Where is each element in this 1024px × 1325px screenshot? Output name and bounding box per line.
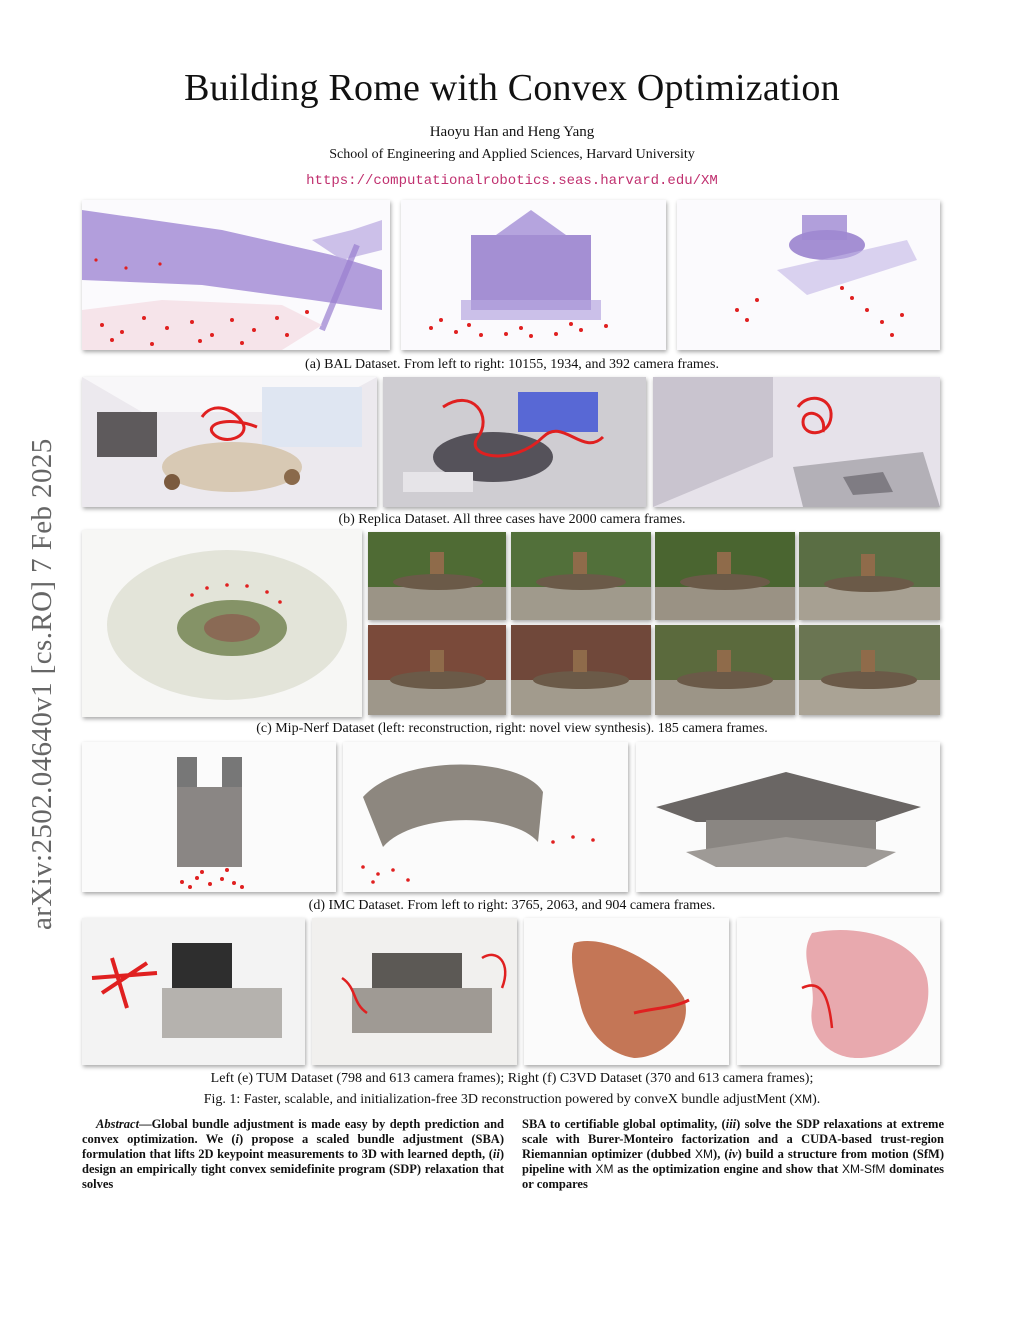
caption-b: (b) Replica Dataset. All three cases have 2000 camera frames.	[338, 512, 686, 527]
abstract-enum: iv	[728, 1147, 738, 1161]
paper-title: Building Rome with Convex Optimization	[184, 67, 840, 109]
abstract-text: as the optimization engine and show that	[613, 1162, 843, 1176]
affiliation: School of Engineering and Applied Sciences, Harvard University	[329, 147, 695, 162]
c3vd-image-1	[524, 918, 729, 1065]
abstract-text: ) solve the SDP relaxations at extreme scale with Burer-Monteiro factorization and a CUDA-based trust-region Riemannian optimizer (dubbed	[522, 1117, 944, 1161]
figure-caption	[0, 1092, 1024, 1108]
figure-caption-text: Fig. 1: Faster, scalable, and initialization-free 3D reconstruction powered by conveX bundle adjustMent (	[203, 1092, 795, 1107]
figure-caption-xm: XM	[794, 1092, 813, 1106]
abstract-xm: XM	[595, 1162, 614, 1176]
bal-image-2	[401, 200, 666, 350]
bal-image-1	[82, 200, 390, 350]
nvs-view-7	[655, 625, 795, 715]
nvs-view-3	[655, 532, 795, 620]
nvs-view-8	[799, 625, 940, 715]
abstract-text: ) build a structure from motion (SfM) pipeline with	[522, 1147, 945, 1176]
abstract-enum: ii	[492, 1147, 500, 1161]
imc-image-1	[82, 742, 336, 892]
abstract-right-column	[522, 1117, 944, 1192]
tum-image-1	[82, 918, 305, 1065]
abstract-left-column	[82, 1117, 504, 1192]
abstract-xm-sfm: XM-SfM	[842, 1162, 886, 1176]
abstract-enum: iii	[725, 1117, 737, 1131]
replica-image-2	[383, 377, 646, 507]
replica-image-3	[653, 377, 940, 507]
abstract-text: ) propose a scaled bundle adjustment (SBA) formulation that lifts 2D keypoint measurements to 3D with learned depth, (	[82, 1132, 504, 1161]
replica-image-1	[82, 377, 377, 507]
abstract-text: ) design an empirically tight convex semidefinite program (SDP) relaxation that solves	[82, 1147, 504, 1191]
imc-image-2	[343, 742, 628, 892]
tum-image-2	[312, 918, 517, 1065]
abstract-enum: i	[235, 1132, 240, 1146]
abstract-text: ), (	[713, 1147, 729, 1161]
abstract-text: SBA to certifiable global optimality, (	[522, 1117, 726, 1131]
abstract-xm: XM	[695, 1147, 714, 1161]
abstract-text: dominates or compares	[522, 1162, 944, 1191]
nvs-view-2	[511, 532, 651, 620]
figure-caption-end: ).	[812, 1092, 821, 1107]
caption-ef: Left (e) TUM Dataset (798 and 613 camera frames); Right (f) C3VD Dataset (370 and 613 camera frames);	[210, 1071, 814, 1086]
caption-c: (c) Mip-Nerf Dataset (left: reconstruction, right: novel view synthesis). 185 camera frames.	[256, 721, 768, 736]
caption-a: (a) BAL Dataset. From left to right: 10155, 1934, and 392 camera frames.	[305, 357, 719, 372]
nvs-view-4	[799, 532, 940, 620]
bal-image-3	[677, 200, 940, 350]
mipnerf-reconstruction	[82, 530, 362, 717]
nvs-view-6	[511, 625, 651, 715]
c3vd-image-2	[737, 918, 940, 1065]
caption-d: (d) IMC Dataset. From left to right: 3765, 2063, and 904 camera frames.	[308, 898, 716, 913]
abstract-text: —Global bundle adjustment is made easy by depth prediction and convex optimization. We (	[82, 1117, 504, 1146]
project-url[interactable]: https://computationalrobotics.seas.harvard.edu/XM	[306, 173, 718, 189]
arxiv-stamp: arXiv:2502.04640v1 [cs.RO] 7 Feb 2025	[26, 438, 58, 930]
abstract-label: Abstract	[96, 1117, 140, 1131]
imc-image-3	[636, 742, 940, 892]
nvs-view-1	[368, 532, 506, 620]
authors: Haoyu Han and Heng Yang	[429, 124, 595, 140]
nvs-view-5	[368, 625, 506, 715]
